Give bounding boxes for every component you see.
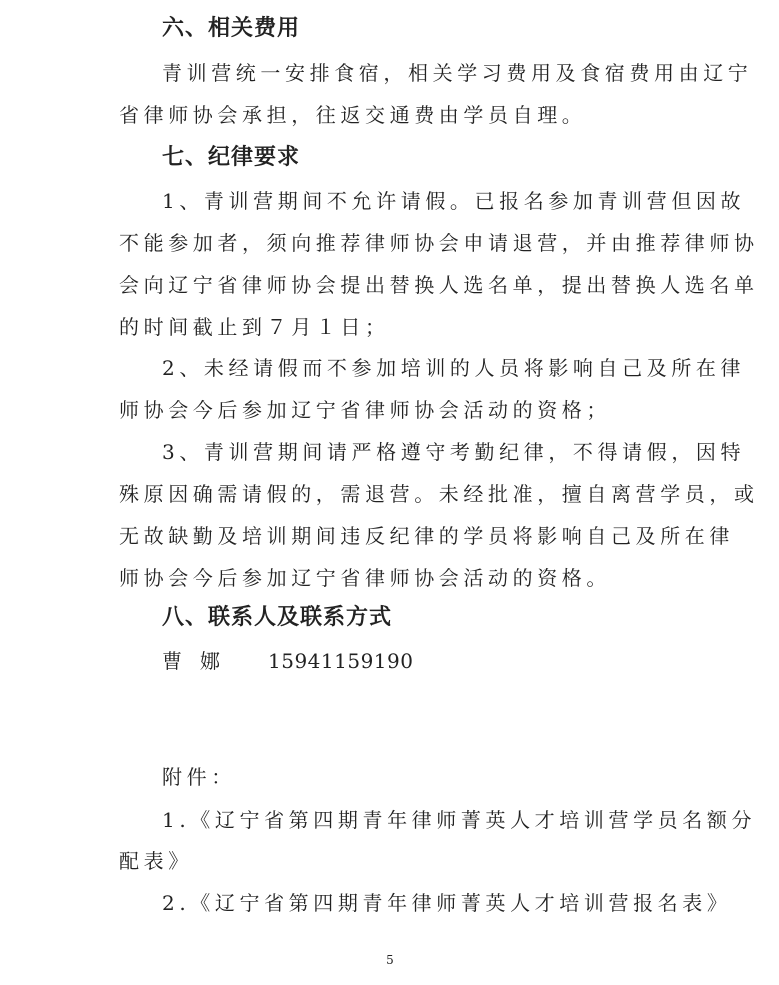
- attachment-item: 2.《辽宁省第四期青年律师菁英人才培训营报名表》: [162, 891, 732, 915]
- attachment-item: 1.《辽宁省第四期青年律师菁英人才培训营学员名额分: [162, 808, 757, 832]
- discipline-paragraph-line: 1、青训营期间不允许请假。已报名参加青训营但因故: [162, 189, 746, 213]
- contact-phone: 15941159190: [268, 649, 414, 673]
- discipline-paragraph-line: 2、未经请假而不参加培训的人员将影响自己及所在律: [162, 356, 746, 380]
- discipline-paragraph-line: 师协会今后参加辽宁省律师协会活动的资格。: [119, 566, 611, 590]
- fees-paragraph-line: 青训营统一安排食宿，相关学习费用及食宿费用由辽宁: [162, 61, 753, 85]
- discipline-paragraph-line: 殊原因确需请假的，需退营。未经批准，擅自离营学员，或: [119, 482, 759, 506]
- section-heading-fees: 六、相关费用: [162, 16, 301, 41]
- attachments-label: 附件：: [162, 765, 236, 789]
- contact-name: 曹娜: [162, 649, 238, 673]
- discipline-paragraph-line: 的时间截止到７月１日；: [119, 315, 390, 339]
- page-number: 5: [386, 953, 394, 967]
- discipline-paragraph-line: 会向辽宁省律师协会提出替换人选名单，提出替换人选名单: [119, 273, 759, 297]
- discipline-paragraph-line: 无故缺勤及培训期间违反纪律的学员将影响自己及所在律: [119, 524, 734, 548]
- discipline-paragraph-line: 师协会今后参加辽宁省律师协会活动的资格；: [119, 398, 611, 422]
- discipline-paragraph-line: 3、青训营期间请严格遵守考勤纪律，不得请假，因特: [162, 440, 746, 464]
- fees-paragraph-line: 省律师协会承担，往返交通费由学员自理。: [119, 103, 587, 127]
- attachment-item: 配表》: [119, 849, 193, 873]
- section-heading-discipline: 七、纪律要求: [162, 145, 301, 170]
- section-heading-contact: 八、联系人及联系方式: [162, 605, 393, 630]
- discipline-paragraph-line: 不能参加者，须向推荐律师协会申请退营，并由推荐律师协: [119, 231, 759, 255]
